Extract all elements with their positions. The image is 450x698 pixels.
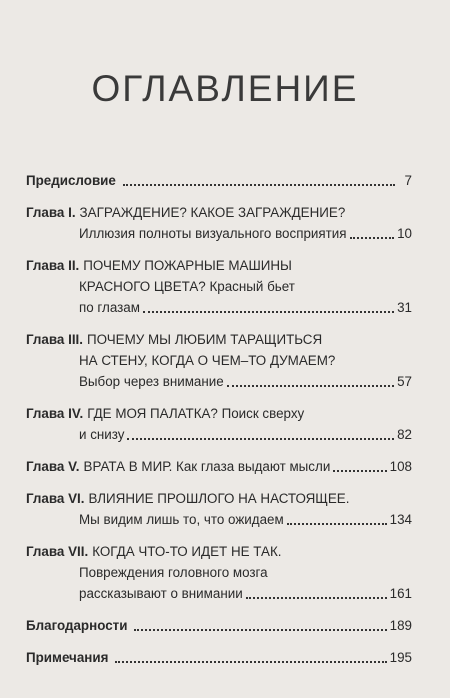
page-number: 195 xyxy=(389,650,412,665)
chapter-subtitle: по глазам xyxy=(79,300,140,315)
toc-entry-chapter-6[interactable] xyxy=(26,488,412,530)
chapter-number: Глава III. xyxy=(26,332,83,347)
chapter-subtitle: Мы видим лишь то, что ожидаем xyxy=(79,512,284,527)
leader-dots xyxy=(127,438,394,440)
toc-entry-chapter-3[interactable] xyxy=(26,329,412,392)
page-number: 7 xyxy=(404,173,412,188)
entry-label: Предисловие xyxy=(26,173,116,188)
leader-dots xyxy=(333,470,386,472)
chapter-title-line: КРАСНОГО ЦВЕТА? Красный бьет xyxy=(79,279,295,294)
chapter-subtitle: рассказывают о внимании xyxy=(79,586,243,601)
chapter-title-line: НА СТЕНУ, КОГДА О ЧЕМ–ТО ДУМАЕМ? xyxy=(79,353,336,368)
leader-dots xyxy=(287,523,387,525)
chapter-number: Глава I. xyxy=(26,205,76,220)
toc-entry-chapter-5[interactable] xyxy=(26,456,412,477)
leader-dots xyxy=(350,237,395,239)
page-number: 134 xyxy=(389,512,412,527)
page-number: 57 xyxy=(397,374,412,389)
page-number: 31 xyxy=(397,300,412,315)
page-title: ОГЛАВЛЕНИЕ xyxy=(91,68,359,109)
chapter-number: Глава IV. xyxy=(26,406,84,421)
chapter-number: Глава VI. xyxy=(26,491,85,506)
chapter-title-line: ПОЧЕМУ МЫ ЛЮБИМ ТАРАЩИТЬСЯ xyxy=(86,332,323,347)
toc-entry-chapter-4[interactable] xyxy=(26,403,412,445)
chapter-title-line: ЗАГРАЖДЕНИЕ? КАКОЕ ЗАГРАЖДЕНИЕ? xyxy=(79,205,346,220)
chapter-title-line: ГДЕ МОЯ ПАЛАТКА? Поиск сверху xyxy=(87,406,305,421)
leader-dots xyxy=(143,311,394,313)
chapter-number: Глава II. xyxy=(26,258,80,273)
chapter-subtitle: Выбор через внимание xyxy=(79,374,224,389)
chapter-title-line: КОГДА ЧТО-ТО ИДЕТ НЕ ТАК. xyxy=(92,544,282,559)
leader-dots xyxy=(123,184,395,186)
toc-entry-chapter-2[interactable] xyxy=(26,255,412,318)
chapter-title-line: ВЛИЯНИЕ ПРОШЛОГО НА НАСТОЯЩЕЕ. xyxy=(88,491,350,506)
leader-dots xyxy=(227,385,394,387)
toc-entry-chapter-1[interactable] xyxy=(26,202,412,244)
toc-entry-notes[interactable] xyxy=(26,647,412,668)
leader-dots xyxy=(115,661,386,663)
toc-entry-preface[interactable] xyxy=(26,170,412,191)
entry-label: Примечания xyxy=(26,650,109,665)
chapter-number: Глава V. xyxy=(26,459,80,474)
leader-dots xyxy=(246,597,387,599)
chapter-title-line: ПОЧЕМУ ПОЖАРНЫЕ МАШИНЫ xyxy=(83,258,292,273)
chapter-number: Глава VII. xyxy=(26,544,89,559)
page-number: 108 xyxy=(389,459,412,474)
page-number: 10 xyxy=(397,226,412,241)
leader-dots xyxy=(134,629,386,631)
chapter-subtitle: Иллюзия полноты визуального восприятия xyxy=(79,226,347,241)
page-number: 189 xyxy=(389,618,412,633)
chapter-title-line: Повреждения головного мозга xyxy=(79,565,268,580)
chapter-title-line: ВРАТА В МИР. Как глаза выдают мысли xyxy=(83,459,331,474)
table-of-contents xyxy=(26,170,412,679)
page-number: 82 xyxy=(397,427,412,442)
toc-entry-chapter-7[interactable] xyxy=(26,541,412,604)
entry-label: Благодарности xyxy=(26,618,128,633)
chapter-subtitle: и снизу xyxy=(79,427,125,442)
page-number: 161 xyxy=(389,586,412,601)
toc-entry-acknowledgements[interactable] xyxy=(26,615,412,636)
